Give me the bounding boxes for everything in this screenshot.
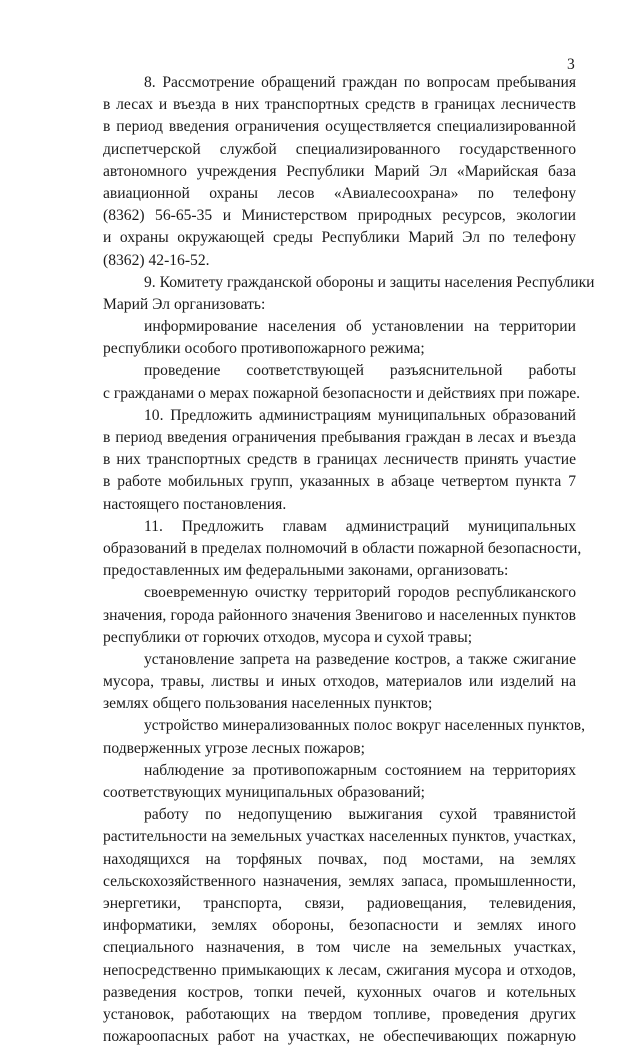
- text-line: предоставленных им федеральными законами, организовать:: [103, 562, 509, 580]
- text-line: растительности на земельных участках населенных пунктов, участках,: [103, 828, 576, 846]
- text-line: мусора, травы, листвы и иных отходов, материалов или изделий на: [103, 673, 576, 691]
- text-line: в лесах и въезда в них транспортных средств в границах лесничеств: [103, 96, 576, 114]
- text-line: сельскохозяйственного назначения, землях запаса, промышленности,: [103, 872, 576, 890]
- document-body: [103, 72, 595, 1048]
- text-line: специального назначения, в том числе на земельных участках,: [103, 939, 576, 957]
- text-line: республики от горючих отходов, мусора и сухой травы;: [103, 628, 473, 646]
- text-line: в период введения ограничения осуществляется специализированной: [103, 118, 576, 136]
- text-line: автономного учреждения Республики Марий Эл «Марийская база: [103, 162, 576, 180]
- text-line: подверженных угрозе лесных пожаров;: [103, 739, 366, 757]
- text-line: установление запрета на разведение костров, а также сжигание: [144, 650, 576, 668]
- text-line: устройство минерализованных полос вокруг населенных пунктов,: [144, 717, 586, 735]
- text-line: диспетчерской службой специализированного государственного: [103, 140, 576, 158]
- text-line: образований в пределах полномочий в области пожарной безопасности,: [103, 539, 582, 557]
- text-line: 11. Предложить главам администраций муниципальных: [144, 517, 576, 535]
- text-line: 8. Рассмотрение обращений граждан по вопросам пребывания: [144, 74, 576, 91]
- text-line: и охраны окружающей среды Республики Марий Эл по телефону: [103, 229, 576, 247]
- text-line: соответствующих муниципальных образований;: [103, 784, 426, 801]
- text-line: 9. Комитету гражданской обороны и защиты населения Республики: [144, 273, 595, 291]
- text-line: непосредственно примыкающих к лесам, сжигания мусора и отходов,: [103, 961, 576, 979]
- text-line: находящихся на торфяных почвах, под мостами, на землях: [103, 850, 576, 868]
- text-line: 10. Предложить администрациям муниципальных образований: [144, 406, 576, 424]
- text-line: работу по недопущению выжигания сухой травянистой: [144, 806, 576, 824]
- text-line: землях общего пользования населенных пунктов;: [103, 695, 433, 713]
- text-line: энергетики, транспорта, связи, радиовещания, телевидения,: [103, 894, 576, 912]
- text-line: (8362) 56-65-35 и Министерством природных ресурсов, экологии: [103, 207, 576, 225]
- text-line: проведение соответствующей разъяснительной работы: [144, 362, 576, 380]
- text-line: авиационной охраны лесов «Авиалесоохрана» по телефону: [103, 184, 576, 202]
- text-line: значения, города районного значения Звенигово и населенных пунктов: [103, 606, 576, 624]
- text-line: в работе мобильных групп, указанных в абзаце четвертом пункта 7: [103, 473, 576, 491]
- text-line: Марий Эл организовать:: [103, 295, 266, 313]
- text-line: информатики, землях обороны, безопасности и землях иного: [103, 917, 576, 935]
- text-line: в них транспортных средств в границах лесничеств принять участие: [103, 451, 576, 469]
- text-line: с гражданами о мерах пожарной безопасности и действиях при пожаре.: [103, 384, 581, 402]
- text-line: информирование населения об установлении на территории: [144, 318, 576, 336]
- text-line: настоящего постановления.: [103, 495, 287, 513]
- text-line: разведения костров, топки печей, кухонных очагов и котельных: [103, 983, 576, 1001]
- page-number: 3: [567, 56, 575, 73]
- text-line: пожароопасных работ на участках, не обеспечивающих пожарную: [103, 1028, 576, 1046]
- text-line: установок, работающих на твердом топливе, проведения других: [103, 1005, 576, 1023]
- text-line: в период введения ограничения пребывания граждан в лесах и въезда: [103, 429, 576, 446]
- text-line: наблюдение за противопожарным состоянием на территориях: [144, 761, 576, 779]
- text-line: республики особого противопожарного режима;: [103, 340, 425, 358]
- text-line: (8362) 42-16-52.: [103, 251, 210, 269]
- text-line: своевременную очистку территорий городов республиканского: [144, 584, 576, 602]
